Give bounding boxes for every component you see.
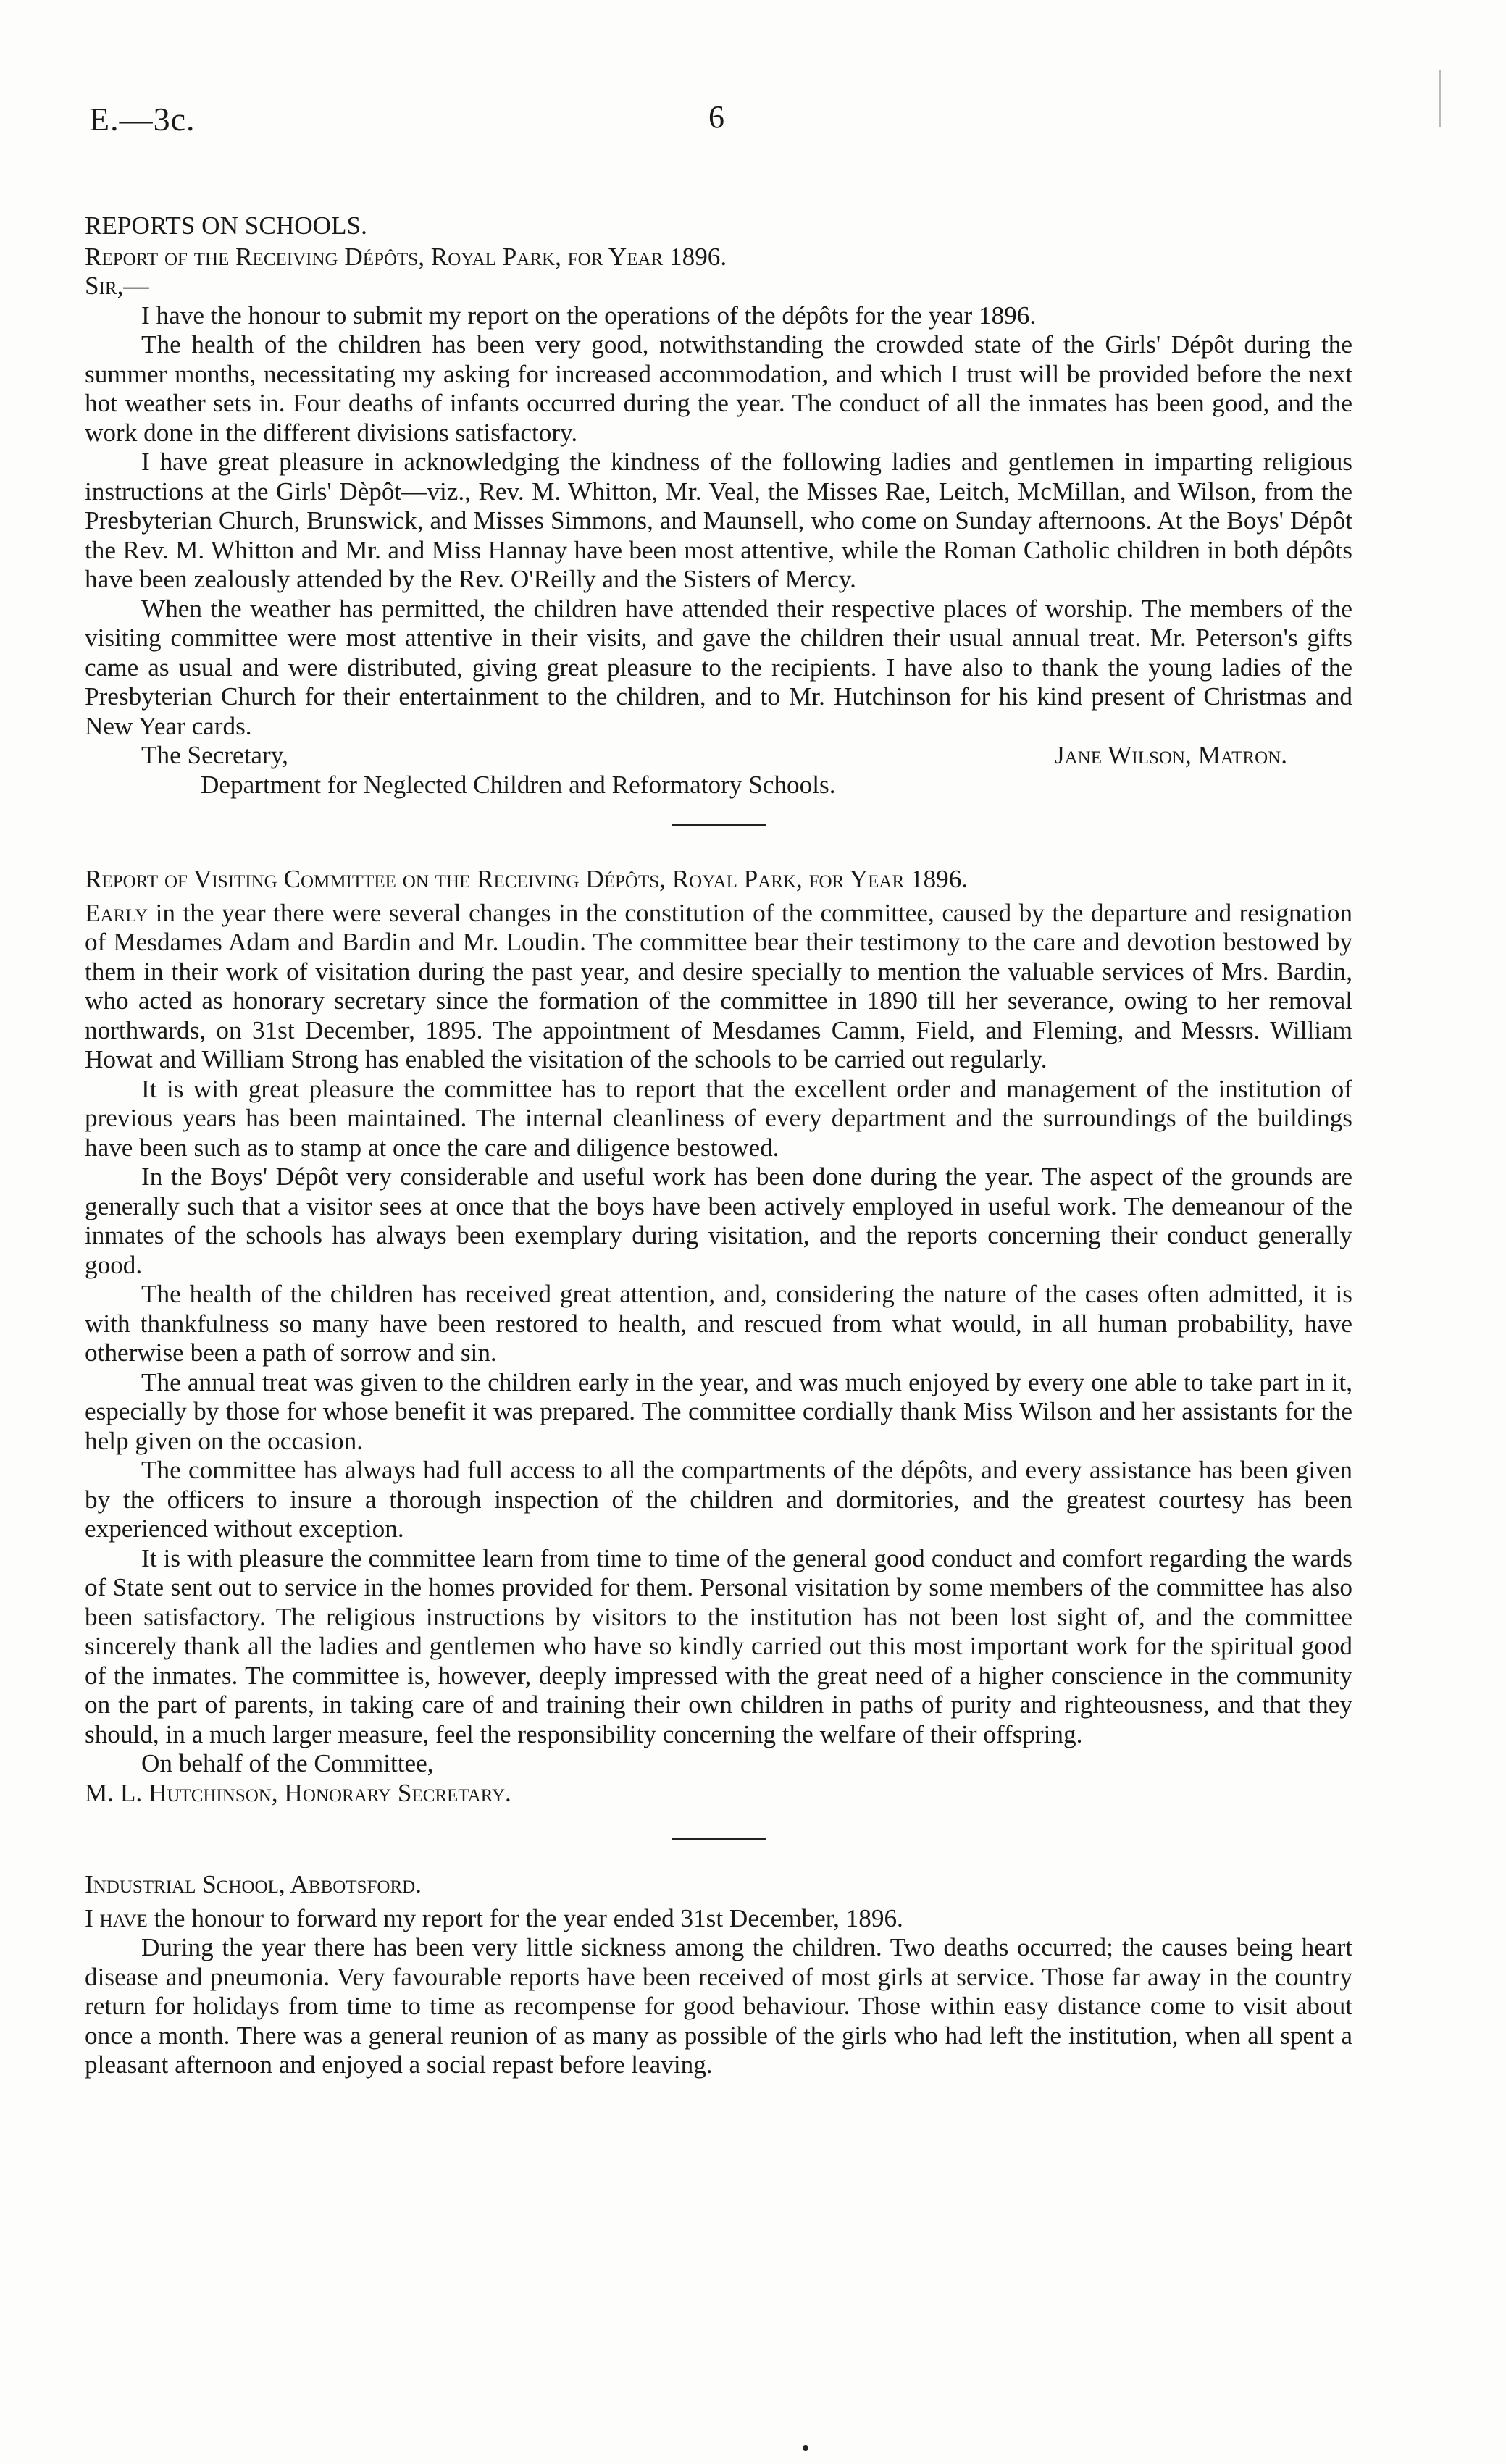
document-body <box>85 211 1352 2080</box>
signature-line <box>85 741 1352 771</box>
lead-word: Early <box>85 898 148 927</box>
scan-edge-mark <box>1439 70 1441 127</box>
section-divider <box>672 1838 766 1840</box>
paragraph: I have the honour to forward my report for the year ended 31st December, 1896. <box>85 1903 903 1932</box>
paragraph: Early in the year there were several changes in the constitution of the committee, caused by the departure and resignation of Mesdames Adam and Bardin and Mr. Loudin. The committee bear their testimony to the care and devotion bestowed by them in their work of visitation during the past year, and desire specially to mention the valuable services of Mrs. Bardin, who acted as honorary secretary since the formation of the committee in 1890 till her severance, owing to her removal northwards, on 31st December, 1895. The appointment of Mesdames Camm, Field, and Fleming, and Messrs. William Howat and William Strong has enabled the visitation of the schools to be carried out regularly. <box>85 898 1352 1073</box>
section-divider <box>672 824 766 826</box>
paragraph: I have great pleasure in acknowledging the kindness of the following ladies and gentlemen in imparting religious instructions at the Girls' Dèpôt—viz., Rev. M. Whitton, Mr. Veal, the Misses Rae, Leitch, McMillan, and Wilson, from the Presbyterian Church, Brunswick, and Misses Simmons, and Maunsell, who come on Sunday afternoons. At the Boys' Dépôt the Rev. M. Whitton and Mr. and Miss Hannay have been most attentive, while the Roman Catholic children in both dépôts have been zealously attended by the Rev. O'Reilly and the Sisters of Mercy. <box>85 448 1352 593</box>
report-title-receiving-depots: Report of the Receiving Dépôts, Royal Park, for Year 1896. <box>85 242 727 271</box>
closing: On behalf of the Committee, <box>141 1749 434 1777</box>
signature-matron: Jane Wilson, Matron. <box>1054 741 1287 769</box>
lead-word: I have <box>85 1903 148 1932</box>
paragraph: The health of the children has received great attention, and, considering the nature of the cases often admitted, it is with thankfulness so many have been restored to health, and rescued from what would, in all human probability, have otherwise been a path of sorrow and sin. <box>85 1280 1352 1367</box>
paragraph: It is with great pleasure the committee has to report that the excellent order and management of the institution of previous years has been maintained. The internal cleanliness of every department and the surroundings of the buildings have been such as to stamp at once the care and diligence bestowed. <box>85 1074 1352 1162</box>
addressee: The Secretary, <box>141 741 288 769</box>
section-heading-reports: REPORTS ON SCHOOLS. <box>85 211 367 240</box>
section-heading-industrial-school: Industrial School, Abbotsford. <box>85 1870 422 1898</box>
report-title-visiting-committee: Report of Visiting Committee on the Receiving Dépôts, Royal Park, for Year 1896. <box>85 865 969 893</box>
paragraph: The annual treat was given to the children early in the year, and was much enjoyed by every one able to take part in it, especially by those for whose benefit it was prepared. The committee cordially thank Miss Wilson and her assistants for the help given on the occasion. <box>85 1367 1352 1455</box>
paragraph: It is with pleasure the committee learn from time to time of the general good conduct and comfort regarding the wards of State sent out to service in the homes provided for them. Personal visitation by some members of the committee has also been satisfactory. The religious instructions by visitors to the institution has not been lost sight of, and the committee sincerely thank all the ladies and gentlemen who have so kindly carried out this most important work for the spiritual good of the inmates. The committee is, however, deeply impressed with the great need of a higher conscience in the community on the part of parents, in taking care of and training their own children in paths of purity and righteousness, and that they should, in a much larger measure, feel the responsibility concerning the welfare of their offspring. <box>85 1543 1352 1748</box>
paragraph: The health of the children has been very good, notwithstanding the crowded state of the Girls' Dépôt during the summer months, necessitating my asking for increased accommodation, and which I trust will be provided before the next hot weather sets in. Four deaths of infants occurred during the year. The conduct of all the inmates has been good, and the work done in the different divisions satisfactory. <box>85 330 1352 447</box>
salutation: Sir,— <box>85 272 149 300</box>
signature-secretary: M. L. Hutchinson, Honorary Secretary. <box>85 1778 511 1807</box>
paragraph: During the year there has been very little sickness among the children. Two deaths occurred; the causes being heart disease and pneumonia. Very favourable reports have been received of most girls at service. Those far away in the country return for holidays from time to time as recompense for good behaviour. Those within easy distance come to visit about once a month. There was a general reunion of as many as possible of the girls who had left the institution, when all spent a pleasant afternoon and enjoyed a social repast before leaving. <box>85 1933 1352 2079</box>
paragraph: The committee has always had full access to all the compartments of the dépôts, and every assistance has been given by the officers to insure a thorough inspection of the children and dormitories, and the greatest courtesy has been experienced without exception. <box>85 1456 1352 1543</box>
document-reference: E.—3c. <box>89 101 196 138</box>
page-number: 6 <box>708 99 724 135</box>
paragraph: When the weather has permitted, the children have attended their respective places of worship. The members of the visiting committee were most attentive in their visits, and gave the children their usual annual treat. Mr. Peterson's gifts came as usual and were distributed, giving great pleasure to the recipients. I have also to thank the young ladies of the Presbyterian Church for their entertainment to the children, and to Mr. Hutchinson for his kind present of Christmas and New Year cards. <box>85 594 1352 740</box>
paragraph: I have the honour to submit my report on the operations of the dépôts for the year 1896. <box>141 301 1037 330</box>
department-name: Department for Neglected Children and Reformatory Schools. <box>201 770 836 799</box>
page-dot <box>803 2445 808 2451</box>
paragraph: In the Boys' Dépôt very considerable and useful work has been done during the year. The aspect of the grounds are generally such that a visitor sees at once that the boys have been actively employed in useful work. The demeanour of the inmates of the schools has always been exemplary during visitation, and the reports concerning their conduct generally good. <box>85 1162 1352 1279</box>
